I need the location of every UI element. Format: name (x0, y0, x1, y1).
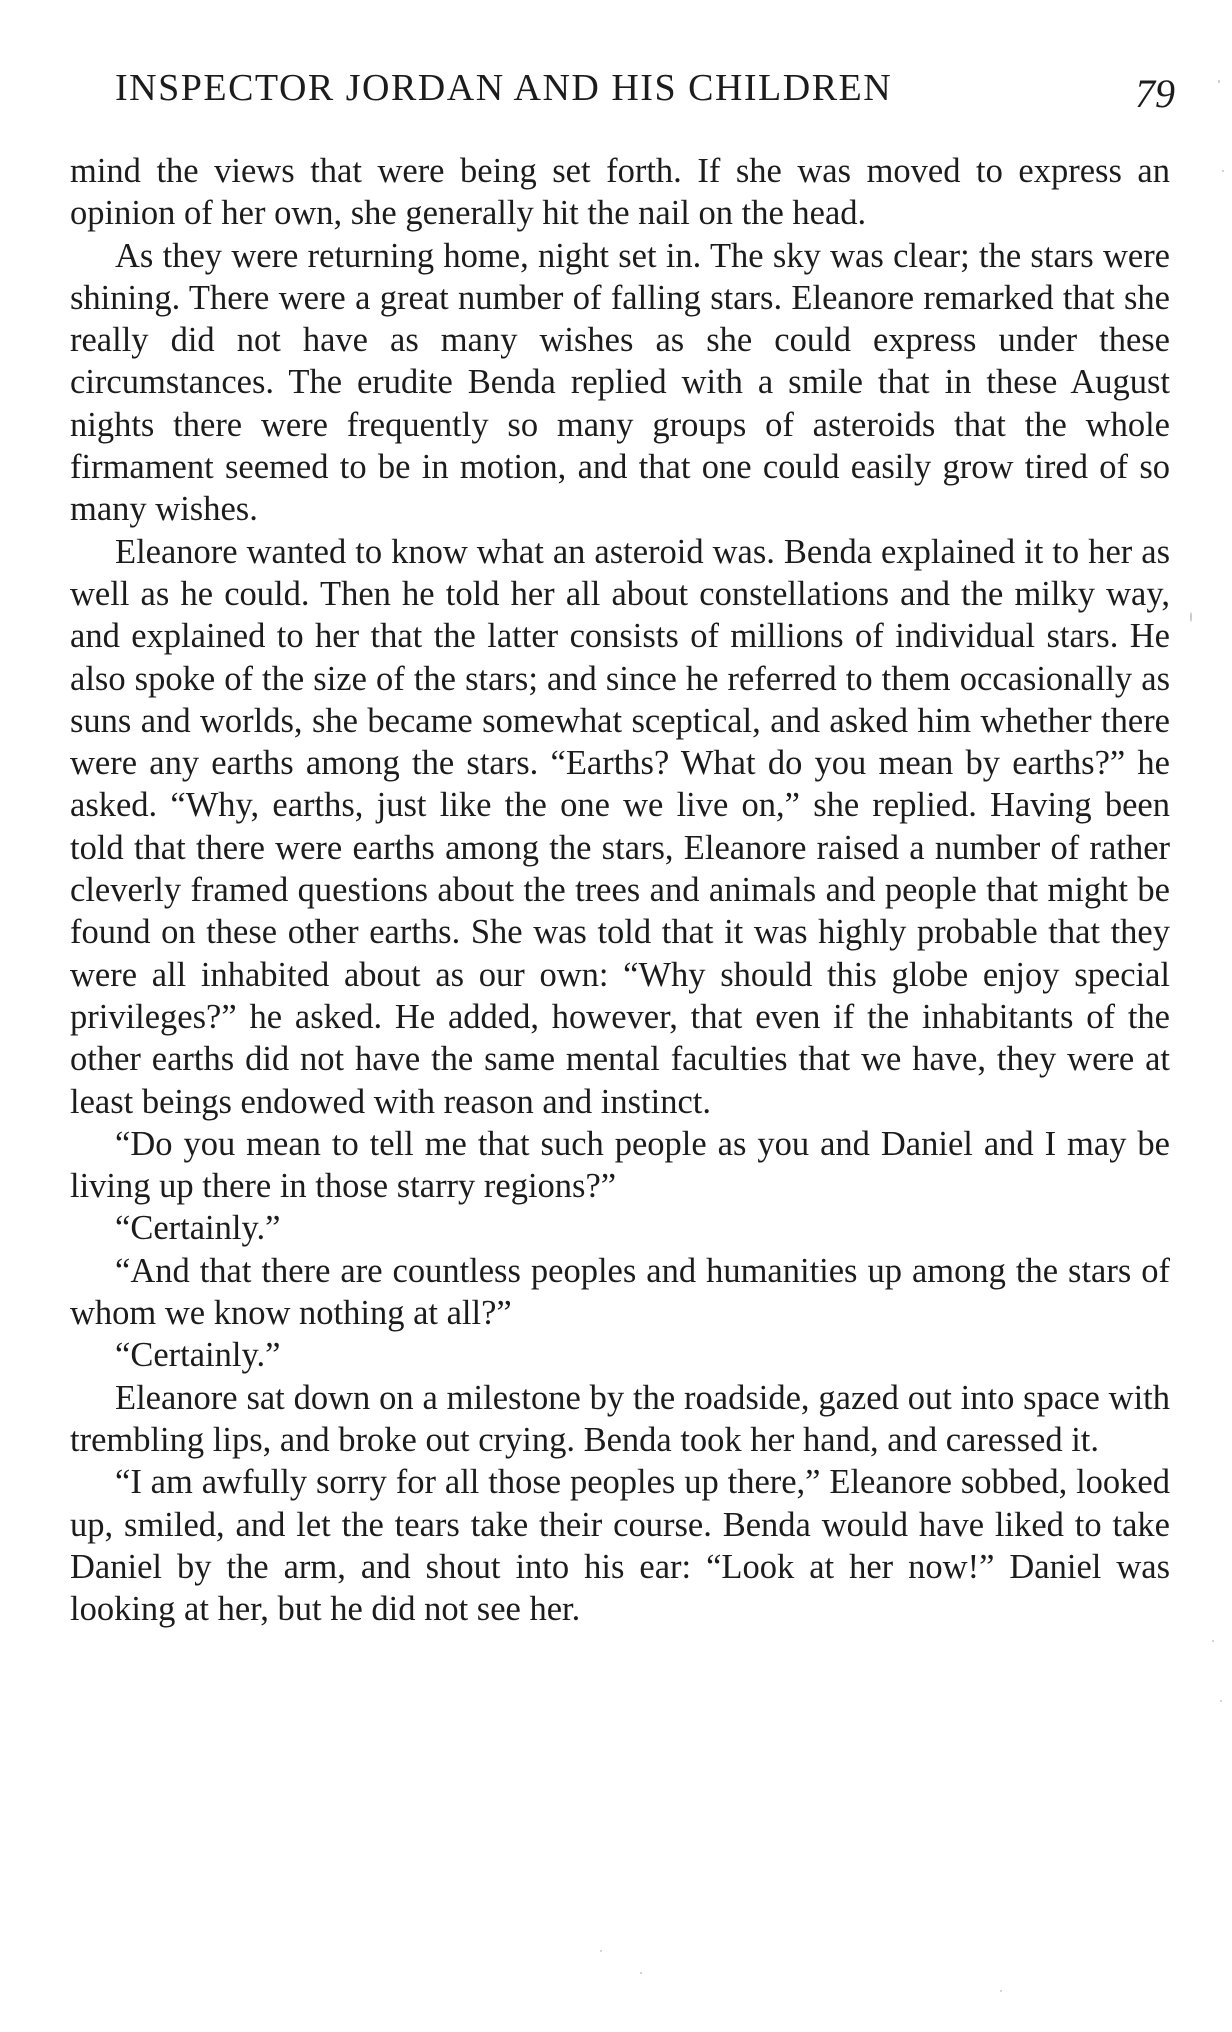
scan-speckle (1218, 80, 1220, 83)
paragraph-continued: mind the views that were being set forth. If she was moved to express an opinion of her own, she generally hit the nail on the head. (70, 152, 1170, 233)
running-head (115, 66, 1175, 126)
scan-speckle (600, 1950, 602, 1952)
paragraph: “Certainly.” (115, 1209, 281, 1248)
scan-speckle (1000, 1990, 1002, 1992)
page-number: 79 (1135, 71, 1175, 116)
paragraph: As they were returning home, night set in. The sky was clear; the stars were shining. There were a great number of falling stars. Eleanore remarked that she really did not have as many wishes as she could express under these circumstances. The erudite Benda replied with a smile that in these August nights there were frequently so many groups of asteroids that the whole firmament seemed to be in motion, and that one could easily grow tired of so many wishes. (70, 236, 1170, 529)
paragraph: Eleanore wanted to know what an asteroid was. Benda explained it to her as well as he could. Then he told her all about constellations and the milky way, and explained to her that the latter consists of millions of individual stars. He also spoke of the size of the stars; and since he referred to them occasionally as suns and worlds, she became somewhat sceptical, and asked him whether there were any earths among the stars. “Earths? What do you mean by earths?” he asked. “Why, earths, just like the one we live on,” she replied. Having been told that there were earths among the stars, Eleanore raised a number of rather cleverly framed questions about the trees and animals and people that might be found on these other earths. She was told that it was highly probable that they were all inhabited about as our own: “Why should this globe enjoy special privileges?” he asked. He added, however, that even if the inhabitants of the other earths did not have the same mental faculties that we have, they were at least beings endowed with reason and instinct. (70, 532, 1170, 1121)
scan-speckle (1212, 1640, 1214, 1642)
body-text (70, 150, 1170, 1630)
paragraph: “Certainly.” (115, 1336, 281, 1375)
paragraph: Eleanore sat down on a milestone by the roadside, gazed out into space with trembling lips, and broke out crying. Benda took her hand, and caressed it. (70, 1378, 1170, 1459)
scan-speckle (1220, 1700, 1222, 1702)
scan-speckle (1190, 612, 1192, 622)
scan-speckle (1222, 170, 1224, 172)
paragraph: “Do you mean to tell me that such people as you and Daniel and I may be living up there in those starry regions?” (70, 1124, 1170, 1206)
paragraph: “I am awfully sorry for all those peoples up there,” Eleanore sobbed, looked up, smiled, and let the tears take their course. Benda would have liked to take Daniel by the arm, and shout into his ear: “Look at her now!” Daniel was looking at her, but he did not see her. (70, 1463, 1170, 1629)
running-title: INSPECTOR JORDAN AND HIS CHILDREN (115, 67, 893, 109)
scan-speckle (640, 1972, 642, 1974)
paragraph: “And that there are countless peoples and humanities up among the stars of whom we know nothing at all?” (70, 1251, 1170, 1333)
